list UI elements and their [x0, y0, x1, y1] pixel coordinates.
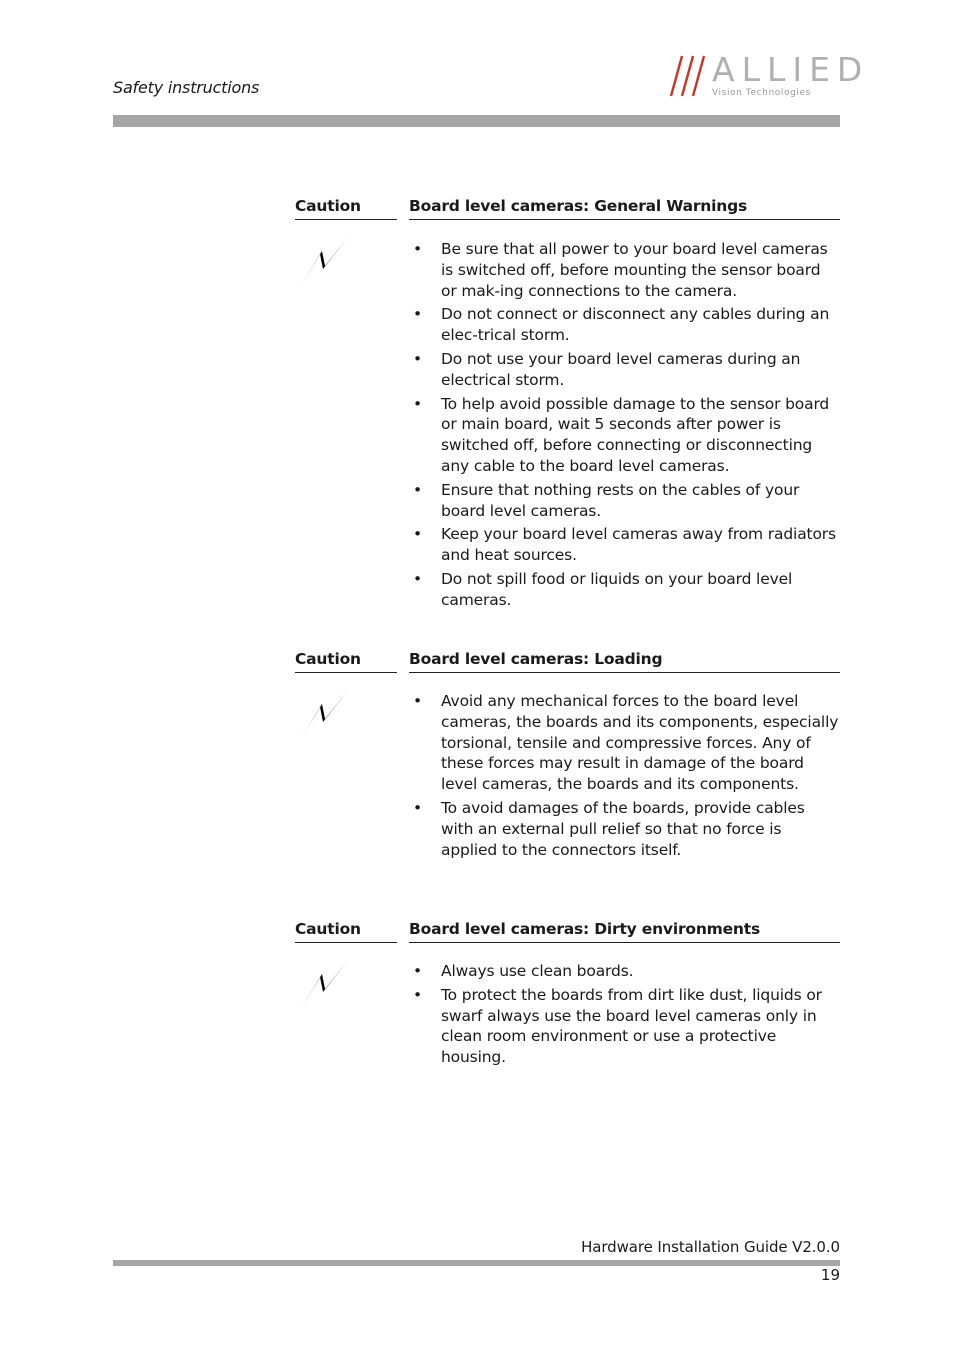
list-item: • To avoid damages of the boards, provide cables with an external pull relief so that no force is applied to the connectors itself. [413, 798, 805, 859]
list-item: • To help avoid possible damage to the sensor board or main board, wait 5 seconds after power is switched off, before connecting or disconnecting any cable to the board level cameras. [413, 394, 830, 475]
caution-label: Caution [295, 650, 397, 673]
logo-slashes-icon [668, 52, 712, 100]
header-divider-bar [113, 115, 840, 127]
list-item: • Do not spill food or liquids on your board level cameras. [413, 569, 793, 609]
list-item: • Do not connect or disconnect any cables during an elec-trical storm. [413, 305, 830, 345]
logo-subtitle: Vision Technologies [712, 88, 811, 98]
caution-section-dirty-environments [295, 920, 840, 1067]
list-item: • Always use clean boards. [413, 962, 634, 980]
warning-list [409, 961, 840, 1071]
list-item: • Avoid any mechanical forces to the board level cameras, the boards and its components, especially torsional, tensile and compressive forces. Any of these forces may result in damage of the board level cameras, the boards and its components. [413, 692, 839, 794]
caution-label: Caution [295, 197, 397, 220]
allied-logo [668, 50, 870, 100]
section-title: Board level cameras: Dirty environments [409, 920, 840, 943]
lightning-warning-icon [298, 235, 350, 287]
list-item: • Ensure that nothing rests on the cables of your board level cameras. [413, 480, 800, 520]
lightning-warning-icon [298, 958, 350, 1010]
page-number: 19 [820, 1266, 840, 1284]
caution-section-general-warnings [295, 197, 840, 609]
list-item: • Do not use your board level cameras during an electrical storm. [413, 349, 801, 389]
lightning-warning-icon [298, 688, 350, 740]
footer-guide-title: Hardware Installation Guide V2.0.0 [581, 1238, 840, 1256]
list-item: • Be sure that all power to your board level cameras is switched off, before mounting the sensor board or mak-ing connections to the camera. [413, 240, 828, 300]
section-title: Board level cameras: General Warnings [409, 197, 840, 220]
page-header-title: Safety instructions [113, 78, 260, 97]
list-item: • Keep your board level cameras away from radiators and heat sources. [413, 525, 836, 565]
caution-label: Caution [295, 920, 397, 943]
list-item: • To protect the boards from dirt like dust, liquids or swarf always use the board level cameras only in clean room environment or use a protective housing. [413, 985, 822, 1067]
section-title: Board level cameras: Loading [409, 650, 840, 673]
footer-divider-bar [113, 1260, 840, 1266]
logo-wordmark: ALLIED [712, 50, 870, 89]
warning-list [409, 239, 840, 614]
warning-list [409, 691, 840, 863]
caution-section-loading [295, 650, 840, 859]
